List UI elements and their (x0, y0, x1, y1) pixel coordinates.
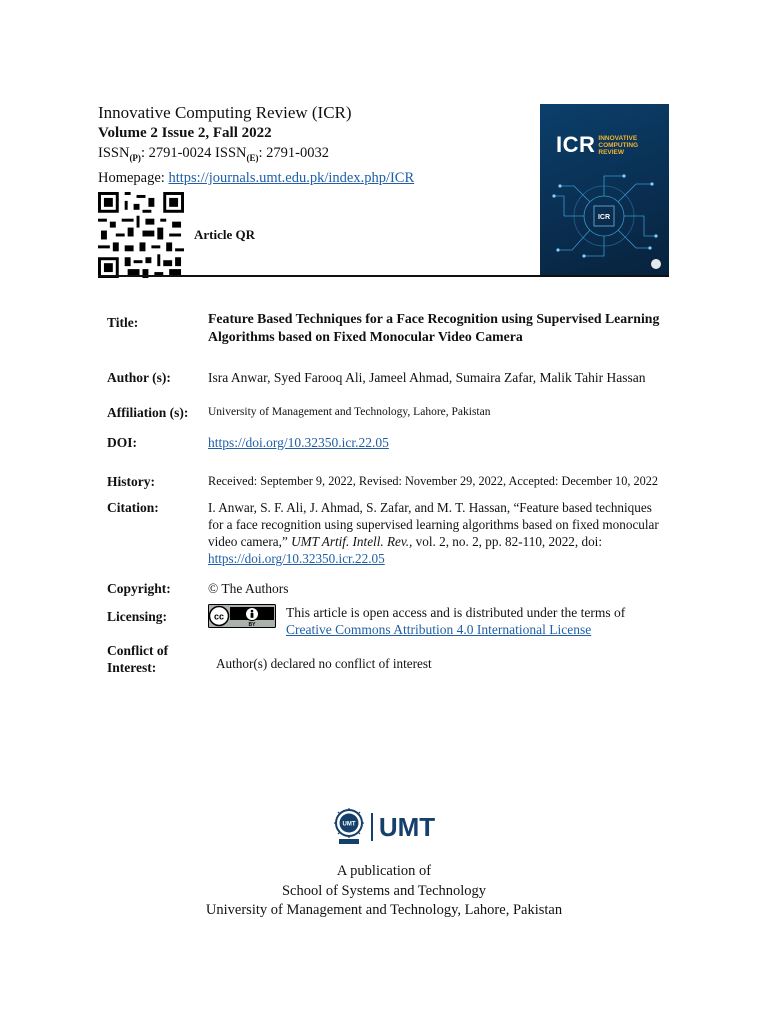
history-label: History: (107, 474, 155, 489)
title-row (107, 310, 667, 346)
journal-title: Innovative Computing Review (ICR) (98, 103, 352, 122)
conflict-row (107, 642, 667, 676)
title-label: Title: (107, 315, 139, 330)
cover-icr-text: ICR (556, 132, 596, 157)
cc-by-license-icon[interactable] (208, 604, 276, 628)
affiliation-value: University of Management and Technology, Lahore, Pakistan (208, 406, 491, 418)
history-value: Received: September 9, 2022, Revised: November 29, 2022, Accepted: December 10, 2022 (208, 474, 659, 488)
doi-label: DOI: (107, 435, 137, 450)
svg-text:ICR: ICR (597, 214, 611, 221)
citation-row (107, 499, 667, 567)
umt-logo (333, 808, 435, 846)
conflict-label: Conflict of Interest: (107, 643, 169, 675)
cc-license-link[interactable]: Creative Commons Attribution 4.0 International License (286, 622, 592, 637)
affiliation-row (107, 404, 667, 421)
homepage-line: Homepage: https://journals.umt.edu.pk/index.php/ICR (98, 169, 415, 186)
authors-value: Isra Anwar, Syed Farooq Ali, Jameel Ahmad, Sumaira Zafar, Malik Tahir Hassan (208, 370, 646, 385)
circuit-graphic-icon (540, 104, 669, 276)
licensing-row (107, 604, 667, 638)
history-row (107, 473, 667, 490)
header-divider (98, 275, 669, 277)
qr-row (98, 192, 558, 278)
article-title: Feature Based Techniques for a Face Recognition using Supervised Learning Algorithms based on Fixed Monocular Video Camera (208, 311, 660, 344)
licensing-label: Licensing: (107, 609, 168, 624)
doi-row (107, 434, 667, 451)
svg-text:UMT: UMT (342, 821, 356, 828)
umt-seal-icon (333, 808, 365, 846)
cover-logo (556, 132, 638, 158)
affiliation-label: Affiliation (s): (107, 405, 189, 420)
journal-header (98, 102, 558, 278)
cover-subtitle: INNOVATIVE COMPUTING REVIEW (598, 134, 639, 156)
journal-cover-image (540, 104, 669, 276)
svg-text:cc: cc (213, 611, 225, 622)
qr-code-icon[interactable] (98, 192, 184, 278)
citation-label: Citation: (107, 500, 159, 515)
volume-issue: Volume 2 Issue 2, Fall 2022 (98, 125, 272, 141)
citation-doi-link[interactable]: https://doi.org/10.32350.icr.22.05 (208, 551, 385, 566)
copyright-label: Copyright: (107, 581, 171, 596)
issn-line: $ISSN_{(P)}$: 2791-0024 $ISSN_{(E)}$: 2791-0032 (98, 145, 329, 163)
copyright-value: © The Authors (208, 581, 289, 596)
conflict-value: Author(s) declared no conflict of interest (216, 656, 432, 671)
doi-link[interactable]: https://doi.org/10.32350.icr.22.05 (208, 435, 389, 450)
citation-value: I. Anwar, S. F. Ali, J. Ahmad, S. Zafar, and M. T. Hassan, “Feature based techniques for a face recognition using supervised learning algorithms based on fixed monocular video camera,” UMT Artif. Intell. Rev., vol. 2, no. 2, pp. 82-110, 2022, doi: https://doi.org/10.32350.icr.22.05 (208, 500, 659, 566)
umt-logo-text: UMT (371, 813, 435, 841)
article-qr-label: Article QR (194, 226, 256, 242)
publication-of: A publication of (336, 863, 432, 879)
authors-row (107, 369, 667, 386)
university-name: University of Management and Technology, Lahore, Pakistan (205, 902, 563, 918)
licensing-text: This article is open access and is distributed under the terms of Creative Commons Attribution 4.0 International License (286, 605, 626, 637)
copyright-row (107, 580, 667, 597)
publisher-footer (0, 808, 768, 921)
homepage-link[interactable]: https://journals.umt.edu.pk/index.php/ICR (168, 169, 415, 186)
authors-label: Author (s): (107, 370, 171, 385)
school-name: School of Systems and Technology (281, 882, 487, 899)
citation-journal: UMT Artif. Intell. Rev., (291, 534, 413, 549)
svg-text:BY: BY (248, 622, 256, 628)
